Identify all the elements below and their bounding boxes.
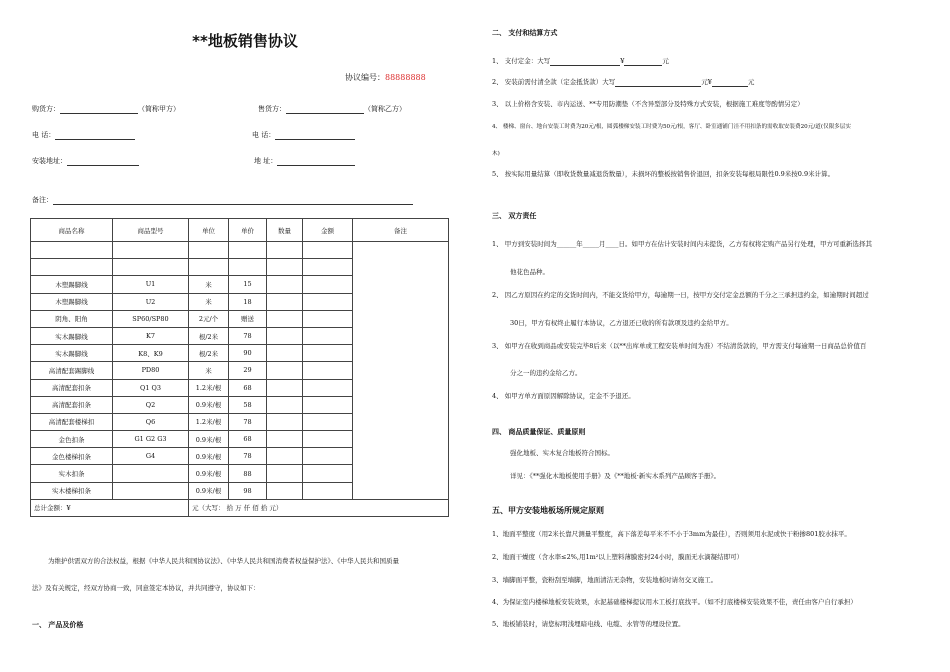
table-cell: [267, 242, 303, 259]
table-cell: [267, 396, 303, 413]
table-cell: 0.9米/根: [189, 465, 229, 482]
table-cell: [303, 482, 353, 499]
duty-item-3: 3、 如甲方在收到商品或安装完毕8后来（以**出库单或工程安装单时间为准）不结清货款的，甲方需支付每逾期一日商品总价值百: [492, 342, 867, 350]
seller-phone-label: 电 话：: [252, 131, 276, 139]
table-cell: [303, 242, 353, 259]
remarks-line: [32, 196, 413, 205]
table-cell: [303, 465, 353, 482]
table-cell: [113, 242, 189, 259]
table-cell: 实木踢脚线: [31, 345, 113, 362]
buyer-note: （简称甲方）: [138, 105, 180, 113]
table-cell: 0.9米/根: [189, 448, 229, 465]
table-cell: [229, 242, 267, 259]
table-cell: [267, 345, 303, 362]
table-cell: 阴角、阳角: [31, 310, 113, 327]
table-cell: [303, 431, 353, 448]
buyer-line: [32, 105, 180, 114]
site-item-4: 4、为保证室内楼梯地板安装效果，水泥基础楼梯提议用木工板打底找平。（如不打底楼梯安装效果不佳，责任由客户自行承担）: [492, 598, 857, 606]
duty-item-1: 1、 甲方到安装时间为______年_____月____日。如甲方在估计安装时间内未提货，乙方有权将定购产品另行处理，甲方可重新选择其: [492, 240, 872, 248]
table-cell: [303, 413, 353, 430]
site-item-3: 3、墙脚面平整，瓷粉刮至墙脚，地面清洁无杂物，安装地板时请勿交叉施工。: [492, 576, 718, 584]
payment-full-text: 2、 安装前需付清全款（定金抵货款）大写: [492, 78, 616, 86]
contract-number-label: 协议编号：: [345, 73, 385, 82]
table-cell: 高清配套扣条: [31, 396, 113, 413]
duty-item-4: 4、 如甲方单方面原因解除协议，定金不予退还。: [492, 392, 635, 400]
table-cell: 金色扣条: [31, 431, 113, 448]
table-cell: 赠送: [229, 310, 267, 327]
seller-label: 售货方：: [258, 105, 286, 113]
section-4-title: 四、 商品质量保证、质量原则: [492, 428, 586, 436]
total-row: [31, 499, 449, 516]
table-cell: 木塑踢脚线: [31, 293, 113, 310]
table-cell: Q6: [113, 413, 189, 430]
table-cell: [267, 379, 303, 396]
site-item-2: 2、地面干燥度（含水率≤2%,用1m²以上塑料薄膜密封24小时，膜面无水滴凝结即可）: [492, 553, 744, 561]
deposit-caps-field[interactable]: [550, 57, 620, 66]
intro-line-1: 为维护供需双方的合法权益，根据《中华人民共和国协议法》、《中华人民共和国消费者权益保护法》、《中华人民共和国质量: [48, 557, 399, 565]
buyer-phone-field[interactable]: [55, 131, 135, 140]
table-cell: [267, 310, 303, 327]
table-cell: [267, 362, 303, 379]
table-cell: SP60/SP80: [113, 310, 189, 327]
table-cell: 78: [229, 413, 267, 430]
table-cell: [303, 310, 353, 327]
table-cell: 78: [229, 448, 267, 465]
table-cell: [189, 259, 229, 276]
yen-sign: ¥: [620, 57, 625, 65]
table-header: 金额: [303, 219, 353, 242]
table-cell: 金色楼梯扣条: [31, 448, 113, 465]
seller-address-label: 地 址：: [254, 157, 278, 165]
yen-sign: ¥: [707, 78, 712, 86]
site-item-1: 1、地面平整度（用2米长靠尺测量平整度，高下落差每平米不不小于3mm为最佳），否则须用水泥或快干粉掺801胶水抹平。: [492, 530, 851, 538]
buyer-field[interactable]: [60, 105, 138, 114]
table-cell: [31, 259, 113, 276]
remarks-label: 备注：: [32, 196, 53, 204]
remarks-cell[interactable]: [353, 242, 449, 500]
table-cell: Q2: [113, 396, 189, 413]
table-cell: [303, 327, 353, 344]
table-cell: [113, 259, 189, 276]
table-cell: [267, 327, 303, 344]
table-cell: 15: [229, 276, 267, 293]
table-cell: 1.2米/根: [189, 413, 229, 430]
table-cell: 2元/个: [189, 310, 229, 327]
table-cell: [267, 448, 303, 465]
section-1-title: 一、 产品及价格: [32, 621, 84, 629]
install-address-field[interactable]: [67, 157, 139, 166]
table-cell: K8、K9: [113, 345, 189, 362]
table-cell: 88: [229, 465, 267, 482]
table-cell: U1: [113, 276, 189, 293]
table-cell: 高清配套踢脚线: [31, 362, 113, 379]
seller-address-field[interactable]: [277, 157, 355, 166]
contract-number-value: 88888888: [385, 73, 426, 82]
table-cell: 68: [229, 379, 267, 396]
section-3-title: 三、 双方责任: [492, 212, 537, 220]
table-header-row: [31, 219, 449, 242]
table-header: 商品型号: [113, 219, 189, 242]
table-cell: [267, 465, 303, 482]
payment-deposit: [492, 57, 669, 66]
table-cell: 98: [229, 482, 267, 499]
table-header: 数量: [267, 219, 303, 242]
table-cell: 68: [229, 431, 267, 448]
table-cell: [303, 293, 353, 310]
yuan-label: 元: [701, 78, 708, 86]
section-2-title: 二、 支付和结算方式: [492, 29, 558, 37]
table-cell: 实木踢脚线: [31, 327, 113, 344]
seller-address-line: [254, 157, 355, 166]
quality-item-1: 强化地板、实木复合地板符合国标。: [510, 449, 614, 457]
payment-item-3: 3、 以上价格含安装、市内运送、**专用防潮垫（不含异型部分及特殊方式安装，根据施工难度等酌情另定）: [492, 100, 804, 108]
table-cell: 1.2米/根: [189, 379, 229, 396]
table-cell: [267, 259, 303, 276]
table-header: 单位: [189, 219, 229, 242]
table-cell: 58: [229, 396, 267, 413]
buyer-phone-label: 电 话：: [32, 131, 56, 139]
table-header: 商品名称: [31, 219, 113, 242]
table-header: 备注: [353, 219, 449, 242]
table-cell: 78: [229, 327, 267, 344]
table-cell: 90: [229, 345, 267, 362]
table-cell: 18: [229, 293, 267, 310]
table-cell: [267, 276, 303, 293]
buyer-phone-line: [32, 131, 135, 140]
table-cell: [267, 413, 303, 430]
table-cell: [303, 379, 353, 396]
buyer-label: 购货方：: [32, 105, 60, 113]
table-header: 单价: [229, 219, 267, 242]
payment-item-4-cont: 木): [492, 151, 500, 157]
table-cell: [303, 362, 353, 379]
table-cell: [113, 465, 189, 482]
goods-table: [30, 218, 449, 517]
full-amount-field[interactable]: [712, 78, 748, 87]
duty-item-2: 2、 因乙方原因在约定的交货时间内，不能交货给甲方，每逾期一日，按甲方交付定金总额的千分之三承担违约金，如逾期时间超过: [492, 291, 869, 299]
table-cell: [189, 242, 229, 259]
table-cell: 0.9米/根: [189, 482, 229, 499]
table-cell: [113, 482, 189, 499]
payment-full: [492, 78, 754, 87]
table-cell: 米: [189, 276, 229, 293]
table-cell: 高清配套扣条: [31, 379, 113, 396]
table-cell: PD80: [113, 362, 189, 379]
section-5-title: 五、甲方安装地板场所规定原则: [492, 506, 604, 515]
table-cell: 木塑踢脚线: [31, 276, 113, 293]
full-caps-field[interactable]: [615, 78, 701, 87]
table-cell: K7: [113, 327, 189, 344]
table-cell: 根/2米: [189, 327, 229, 344]
seller-line: [258, 105, 406, 114]
install-address-line: [32, 157, 139, 166]
quality-item-2: 详见：《**强化木地板使用手册》及《**地板·新实木系列产品顾客手册》。: [510, 472, 721, 480]
table-cell: 实木楼梯扣条: [31, 482, 113, 499]
intro-line-2: 法》及有关规定，经双方协商一致，同意签定本协议，并共同遵守，协议如下：: [32, 584, 260, 592]
payment-item-4: 4、 楼梯、窗台、地台安装工时费为20元/根，圆弧楼梯安装工时费为50元/根，客厅、卧室通铺门洼不用扣条的需收取安装费20元/道(仅限多层实: [492, 124, 851, 130]
table-cell: 0.9米/根: [189, 431, 229, 448]
table-cell: [267, 482, 303, 499]
remarks-field[interactable]: [53, 196, 413, 205]
table-cell: 米: [189, 293, 229, 310]
contract-number: [345, 72, 426, 83]
table-row: [31, 242, 449, 259]
table-cell: 高清配套楼梯扣: [31, 413, 113, 430]
table-cell: [31, 242, 113, 259]
yuan-label: 元: [662, 57, 669, 65]
table-cell: G1 G2 G3: [113, 431, 189, 448]
table-cell: 根/2米: [189, 345, 229, 362]
table-cell: [303, 276, 353, 293]
table-cell: [303, 448, 353, 465]
table-cell: [303, 259, 353, 276]
seller-field[interactable]: [286, 105, 364, 114]
duty-item-1-cont: 他花色品种。: [510, 268, 549, 276]
duty-item-3-cont: 分之一的违约金给乙方。: [510, 369, 582, 377]
duty-item-2-cont: 30日，甲方有权终止履行本协议，乙方退还已收的所有款项及违约金给甲方。: [510, 319, 733, 327]
total-caps: 元（大写： 拾 万 仟 佰 拾 元）: [189, 499, 449, 516]
table-cell: U2: [113, 293, 189, 310]
seller-note: （简称乙方）: [364, 105, 406, 113]
install-address-label: 安装地址：: [32, 157, 67, 165]
deposit-amount-field[interactable]: [624, 57, 662, 66]
table-cell: [267, 431, 303, 448]
table-cell: [267, 293, 303, 310]
table-cell: 29: [229, 362, 267, 379]
payment-item-5: 5、 按实际用量结算（即收货数量减退货数量），未损坏的整板按销售价退回，扣条安装每根局限性0.9米按0.9米计算。: [492, 170, 835, 178]
table-cell: Q1 Q3: [113, 379, 189, 396]
total-label: 总计金额：¥: [31, 499, 189, 516]
seller-phone-line: [252, 131, 355, 140]
yuan-label: 元: [747, 78, 755, 86]
table-cell: 0.9米/根: [189, 396, 229, 413]
table-cell: [229, 259, 267, 276]
table-cell: [303, 396, 353, 413]
document-title: **地板销售协议: [192, 32, 298, 50]
table-cell: 实木扣条: [31, 465, 113, 482]
table-cell: 米: [189, 362, 229, 379]
payment-deposit-text: 1、 支付定金：大写: [492, 57, 551, 65]
table-cell: G4: [113, 448, 189, 465]
seller-phone-field[interactable]: [275, 131, 355, 140]
table-cell: [303, 345, 353, 362]
site-item-5: 5、地板铺装时，请您标明浅埋暗电线、电缆、水管等的埋设位置。: [492, 620, 685, 628]
